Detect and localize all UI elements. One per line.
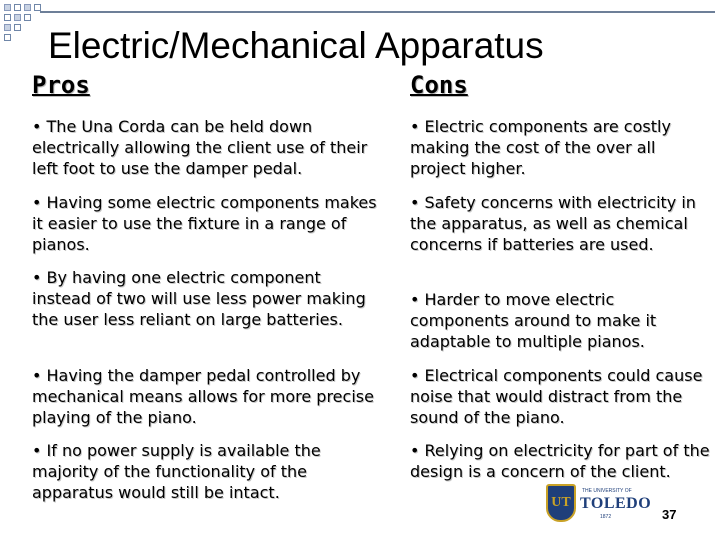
page-number: 37 <box>662 507 677 522</box>
pros-item: • The Una Corda can be held down electrically allowing the client use of their left foot to use the damper pedal. <box>32 117 368 178</box>
university-of-toledo-logo <box>546 484 656 526</box>
logo-year: 1872 <box>600 514 612 520</box>
logo-name: TOLEDO <box>580 495 652 512</box>
cons-item: • Harder to move electric components around to make it adaptable to multiple pianos. <box>410 290 657 351</box>
logo-university-line: THE UNIVERSITY OF <box>582 488 632 494</box>
slide-title: Electric/Mechanical Apparatus <box>48 25 544 66</box>
cons-item: • Safety concerns with electricity in the apparatus, as well as chemical concerns if batteries are used. <box>410 193 696 254</box>
pros-item: • By having one electric component instead of two will use less power making the user less reliant on large batteries. <box>32 268 366 329</box>
cons-item: • Relying on electricity for part of the design is a concern of the client. <box>410 441 710 481</box>
cons-item: • Electric components are costly making the cost of the over all project higher. <box>410 117 671 178</box>
pros-heading: Pros <box>32 71 90 99</box>
pros-item: • Having the damper pedal controlled by mechanical means allows for more precise playing of the piano. <box>32 366 374 427</box>
cons-item: • Electrical components could cause noise that would distract from the sound of the piano. <box>410 366 703 427</box>
title-rule <box>40 11 715 13</box>
pros-item: • Having some electric components makes it easier to use the fixture in a range of pianos. <box>32 193 377 254</box>
cons-heading: Cons <box>410 71 468 99</box>
pros-item: • If no power supply is available the majority of the functionality of the apparatus would still be intact. <box>32 441 321 502</box>
ut-shield-icon: UT <box>546 484 576 522</box>
